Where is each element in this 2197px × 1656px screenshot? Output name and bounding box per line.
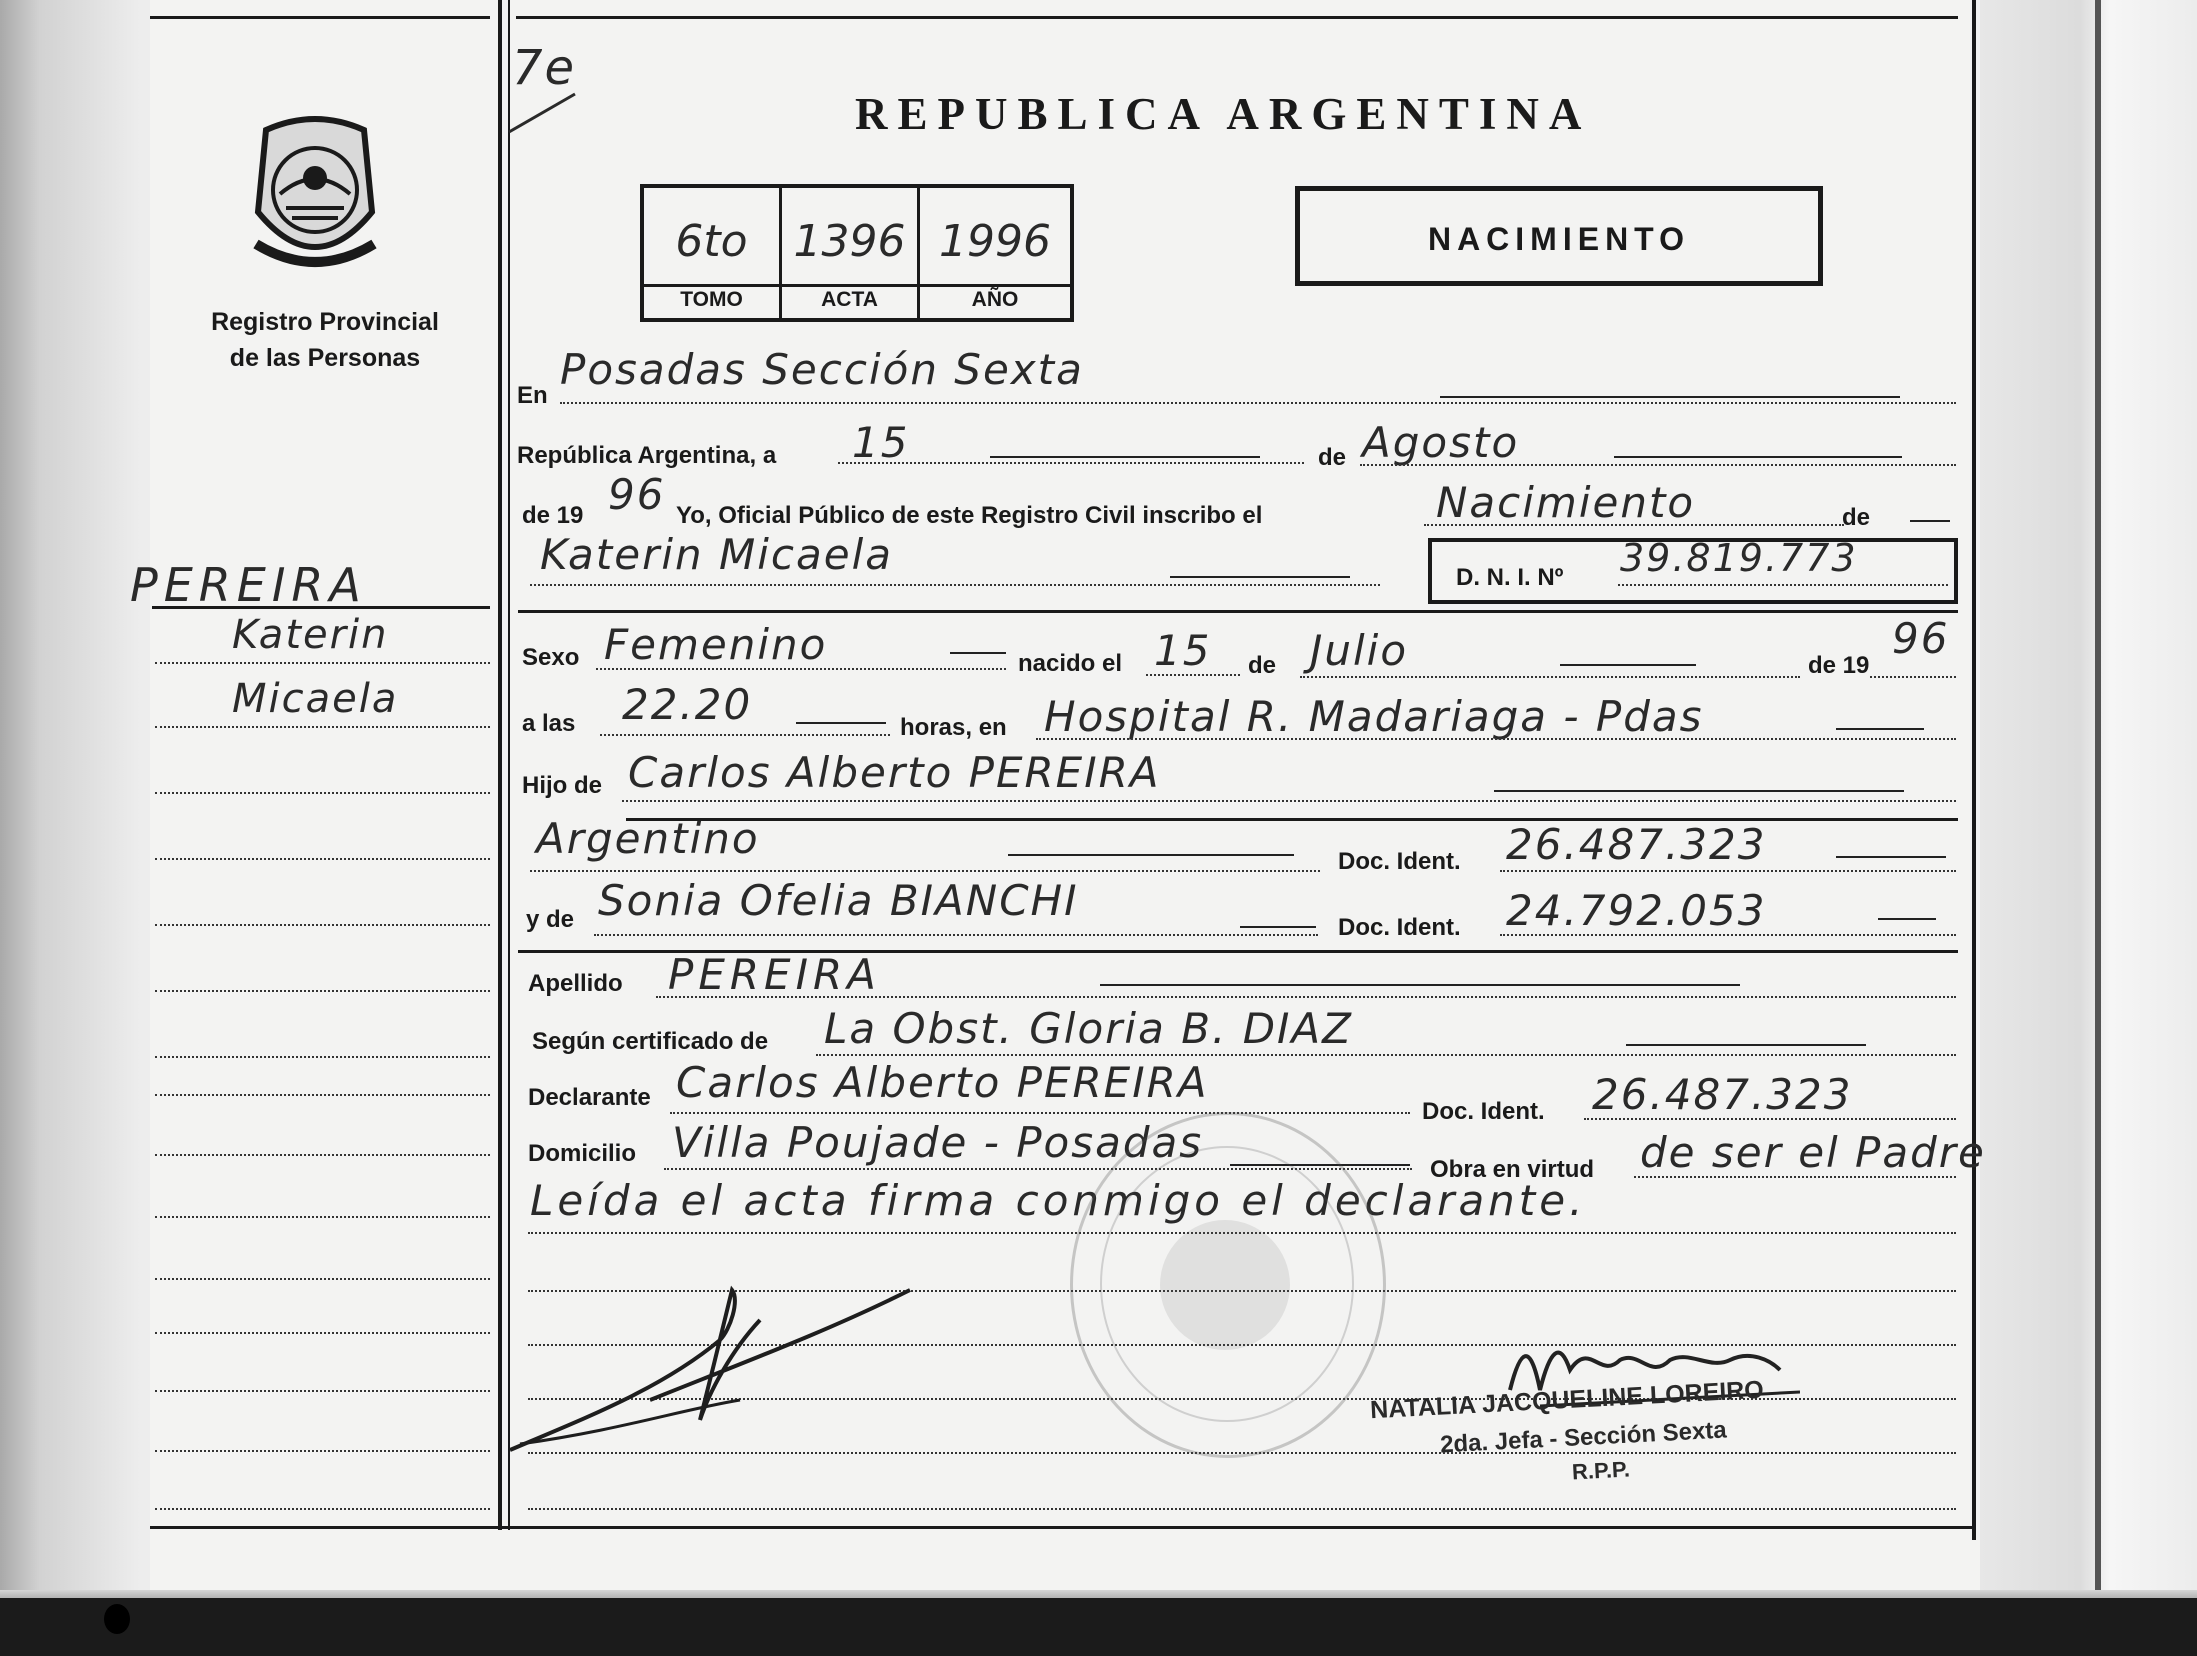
form-line [816, 1054, 1956, 1056]
de-label-2: de [1842, 504, 1871, 531]
apellido-label: Apellido [528, 970, 623, 997]
domicilio-value: Villa Poujade - Posadas [672, 1118, 1204, 1167]
form-line [838, 462, 1304, 464]
bottom-rule [150, 1526, 1972, 1529]
tomo-value: 6to [675, 216, 748, 267]
margin-line [155, 1216, 490, 1218]
form-line [530, 870, 1320, 872]
padre-nacionalidad: Argentino [536, 814, 760, 863]
form-line [594, 934, 1318, 936]
background-table [0, 1598, 2197, 1656]
en-value: Posadas Sección Sexta [560, 345, 1084, 394]
record-type-box [1295, 186, 1823, 286]
provincial-seal-icon [246, 112, 384, 272]
margin-line [155, 662, 490, 664]
institution-line-1: Registro Provincial [211, 308, 439, 336]
tomo-label: TOMO [680, 288, 743, 311]
form-line [600, 734, 890, 736]
nacido-month: Julio [1310, 626, 1409, 675]
country-title: REPUBLICA ARGENTINA [855, 89, 1592, 139]
padre-value: Carlos Alberto PEREIRA [628, 748, 1161, 797]
official-role: 2da. Jefa - Sección Sexta [1439, 1416, 1728, 1459]
de-label-3: de [1248, 652, 1277, 679]
sexo-label: Sexo [522, 644, 580, 671]
form-line [1360, 464, 1956, 466]
padre-doc: 26.487.323 [1506, 820, 1767, 869]
ano-value: 1996 [939, 216, 1051, 267]
margin-second-name: Micaela [232, 676, 399, 722]
form-line [596, 668, 1006, 670]
volume-table [640, 184, 1074, 322]
margin-line [155, 924, 490, 926]
declarant-signature [500, 1280, 920, 1460]
acta-value: 1396 [793, 216, 906, 267]
year-value: 96 [608, 470, 666, 519]
a-las-label: a las [522, 710, 576, 737]
dash-line [1240, 926, 1316, 928]
dash-line [1614, 456, 1902, 458]
margin-line [155, 1450, 490, 1452]
obra-label: Obra en virtud [1430, 1156, 1595, 1183]
margin-line [155, 1508, 490, 1510]
form-line [530, 584, 1380, 586]
form-line [1870, 676, 1956, 678]
apellido-value: PEREIRA [668, 950, 881, 999]
sexo-value: Femenino [604, 620, 828, 669]
dash-line [1910, 520, 1950, 522]
top-rule-right [516, 16, 1958, 19]
dash-line [1170, 576, 1350, 578]
dash-line [1440, 396, 1900, 398]
form-line [560, 402, 1956, 404]
madre-doc: 24.792.053 [1506, 886, 1767, 935]
book-binding [0, 0, 150, 1600]
dash-line [1494, 790, 1904, 792]
nacido-label: nacido el [1018, 650, 1123, 677]
margin-first-name: Katerin [232, 612, 389, 658]
hijo-label: Hijo de [522, 772, 603, 799]
dash-line [1836, 856, 1946, 858]
segun-label: Según certificado de [532, 1028, 769, 1055]
oficial-text: Yo, Oficial Público de este Registro Civil inscribo el [676, 502, 1263, 529]
top-rule-left [150, 16, 490, 19]
form-line [1618, 584, 1948, 586]
dash-line [1626, 1044, 1866, 1046]
day-value: 15 [852, 418, 910, 467]
declarante-label: Declarante [528, 1084, 651, 1111]
form-line [1300, 676, 1800, 678]
month-value: Agosto [1362, 418, 1520, 467]
form-line [1500, 934, 1956, 936]
margin-surname: PEREIRA [130, 558, 367, 612]
dash-line [950, 652, 1006, 654]
right-frame-border [1972, 0, 1976, 1540]
dni-box [1428, 538, 1958, 604]
official-stamp-center [1160, 1220, 1290, 1350]
margin-mark: 7e [512, 40, 577, 96]
form-line [670, 1112, 1410, 1114]
domicilio-label: Domicilio [528, 1140, 637, 1167]
acta-label: ACTA [821, 288, 878, 311]
year-prefix-label: de 19 [522, 502, 584, 529]
form-line [1146, 674, 1240, 676]
form-line [1584, 1118, 1956, 1120]
form-line [1036, 738, 1956, 740]
declarante-value: Carlos Alberto PEREIRA [676, 1058, 1209, 1107]
margin-line [155, 990, 490, 992]
form-line [622, 800, 1956, 802]
margin-line [155, 1094, 490, 1096]
form-line [656, 996, 1956, 998]
closing-note: Leída el acta firma conmigo el declarante. [530, 1176, 1587, 1225]
declarante-doc: 26.487.323 [1592, 1070, 1853, 1119]
form-line [1500, 870, 1956, 872]
ano-cell [920, 188, 1070, 318]
margin-line [155, 1278, 490, 1280]
obra-value: de ser el Padre [1640, 1128, 1986, 1177]
institution-line-2: de las Personas [229, 344, 421, 372]
margin-line [155, 1390, 490, 1392]
margin-line [155, 1154, 490, 1156]
dni-value: 39.819.773 [1620, 536, 1858, 580]
dash-line [990, 456, 1260, 458]
madre-doc-label: Doc. Ident. [1338, 914, 1461, 941]
de19-label: de 19 [1808, 652, 1870, 679]
nacido-year: 96 [1892, 614, 1950, 663]
margin-line [155, 726, 490, 728]
dash-line [1100, 984, 1740, 986]
madre-value: Sonia Ofelia BIANCHI [598, 876, 1079, 925]
margin-line [155, 858, 490, 860]
margin-line [155, 1056, 490, 1058]
de-label: de [1318, 444, 1347, 471]
dni-label: D. N. I. Nº [1456, 564, 1564, 591]
y-de-label: y de [526, 906, 575, 933]
section-rule [518, 610, 1958, 613]
dash-line [1836, 728, 1924, 730]
acto-value: Nacimiento [1436, 478, 1696, 527]
nacido-day: 15 [1154, 626, 1212, 675]
declarante-doc-label: Doc. Ident. [1422, 1098, 1545, 1125]
margin-surname-rule [152, 606, 490, 609]
record-type: NACIMIENTO [1427, 221, 1691, 257]
margin-line [155, 1332, 490, 1334]
dash-line [1008, 854, 1294, 856]
republica-label: República Argentina, a [517, 442, 777, 469]
binding-hole [104, 1604, 130, 1634]
horas-label: horas, en [900, 714, 1007, 741]
margin-mark-stroke [505, 80, 585, 140]
child-name: Katerin Micaela [540, 530, 893, 579]
dash-line [1560, 664, 1696, 666]
en-label: En [517, 382, 548, 409]
official-name: NATALIA JACQUELINE LOREIRO [1369, 1375, 1765, 1425]
padre-doc-label: Doc. Ident. [1338, 848, 1461, 875]
form-line [528, 1508, 1956, 1510]
tomo-cell [644, 188, 782, 318]
hora-value: 22.20 [622, 680, 753, 729]
acta-cell [782, 188, 920, 318]
margin-line [155, 792, 490, 794]
page-edge [2095, 0, 2101, 1640]
lugar-value: Hospital R. Madariaga - Pdas [1044, 692, 1704, 741]
form-line [1634, 1176, 1956, 1178]
official-org: R.P.P. [1571, 1456, 1631, 1485]
form-line [1424, 524, 1844, 526]
dash-line [1878, 918, 1936, 920]
institution-name [190, 304, 460, 376]
segun-value: La Obst. Gloria B. DIAZ [824, 1004, 1353, 1053]
dash-line [796, 722, 886, 724]
ano-label: AÑO [971, 288, 1019, 311]
